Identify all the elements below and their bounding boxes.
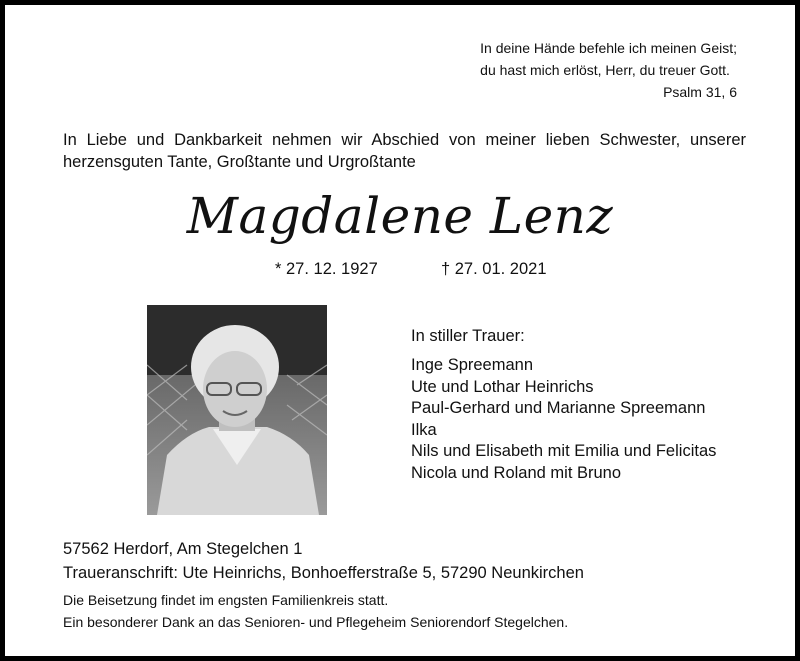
- mourner-name: Nicola und Roland mit Bruno: [411, 463, 622, 482]
- mourners-heading: In stiller Trauer:: [411, 327, 525, 345]
- intro-text: [63, 129, 746, 173]
- portrait-photo: [147, 305, 327, 515]
- mourner-name: Ute und Lothar Heinrichs: [411, 377, 594, 396]
- intro-line-2: herzensguten Tante, Großtante und Urgroßtante: [63, 153, 416, 171]
- mourners-list: [411, 325, 716, 484]
- verse-line-1: In deine Hände befehle ich meinen Geist;: [480, 40, 737, 56]
- death-date: † 27. 01. 2021: [441, 260, 547, 278]
- notes-block: [63, 589, 568, 633]
- intro-line-1: In Liebe und Dankbarkeit nehmen wir Abschied von meiner lieben Schwester, unserer: [63, 131, 746, 149]
- deceased-name: Magdalene Lenz: [186, 187, 614, 245]
- burial-note: Die Beisetzung findet im engsten Familienkreis statt.: [63, 592, 389, 608]
- mourner-name: Ilka: [411, 420, 437, 439]
- address-block: [63, 537, 584, 585]
- mourner-name: Inge Spreemann: [411, 356, 534, 374]
- thanks-note: Ein besonderer Dank an das Senioren- und Pflegeheim Seniorendorf Stegelchen.: [63, 614, 569, 630]
- mourner-name: Paul-Gerhard und Marianne Spreemann: [411, 399, 706, 417]
- bible-verse: [480, 37, 737, 103]
- verse-line-2: du hast mich erlöst, Herr, du treuer Gott.: [480, 62, 730, 78]
- mourning-address: Traueranschrift: Ute Heinrichs, Bonhoefferstraße 5, 57290 Neunkirchen: [63, 564, 584, 582]
- mourner-name: Nils und Elisabeth mit Emilia und Felicitas: [411, 442, 717, 460]
- birth-date: * 27. 12. 1927: [275, 260, 378, 278]
- home-address: 57562 Herdorf, Am Stegelchen 1: [63, 540, 303, 558]
- verse-reference: Psalm 31, 6: [663, 84, 737, 100]
